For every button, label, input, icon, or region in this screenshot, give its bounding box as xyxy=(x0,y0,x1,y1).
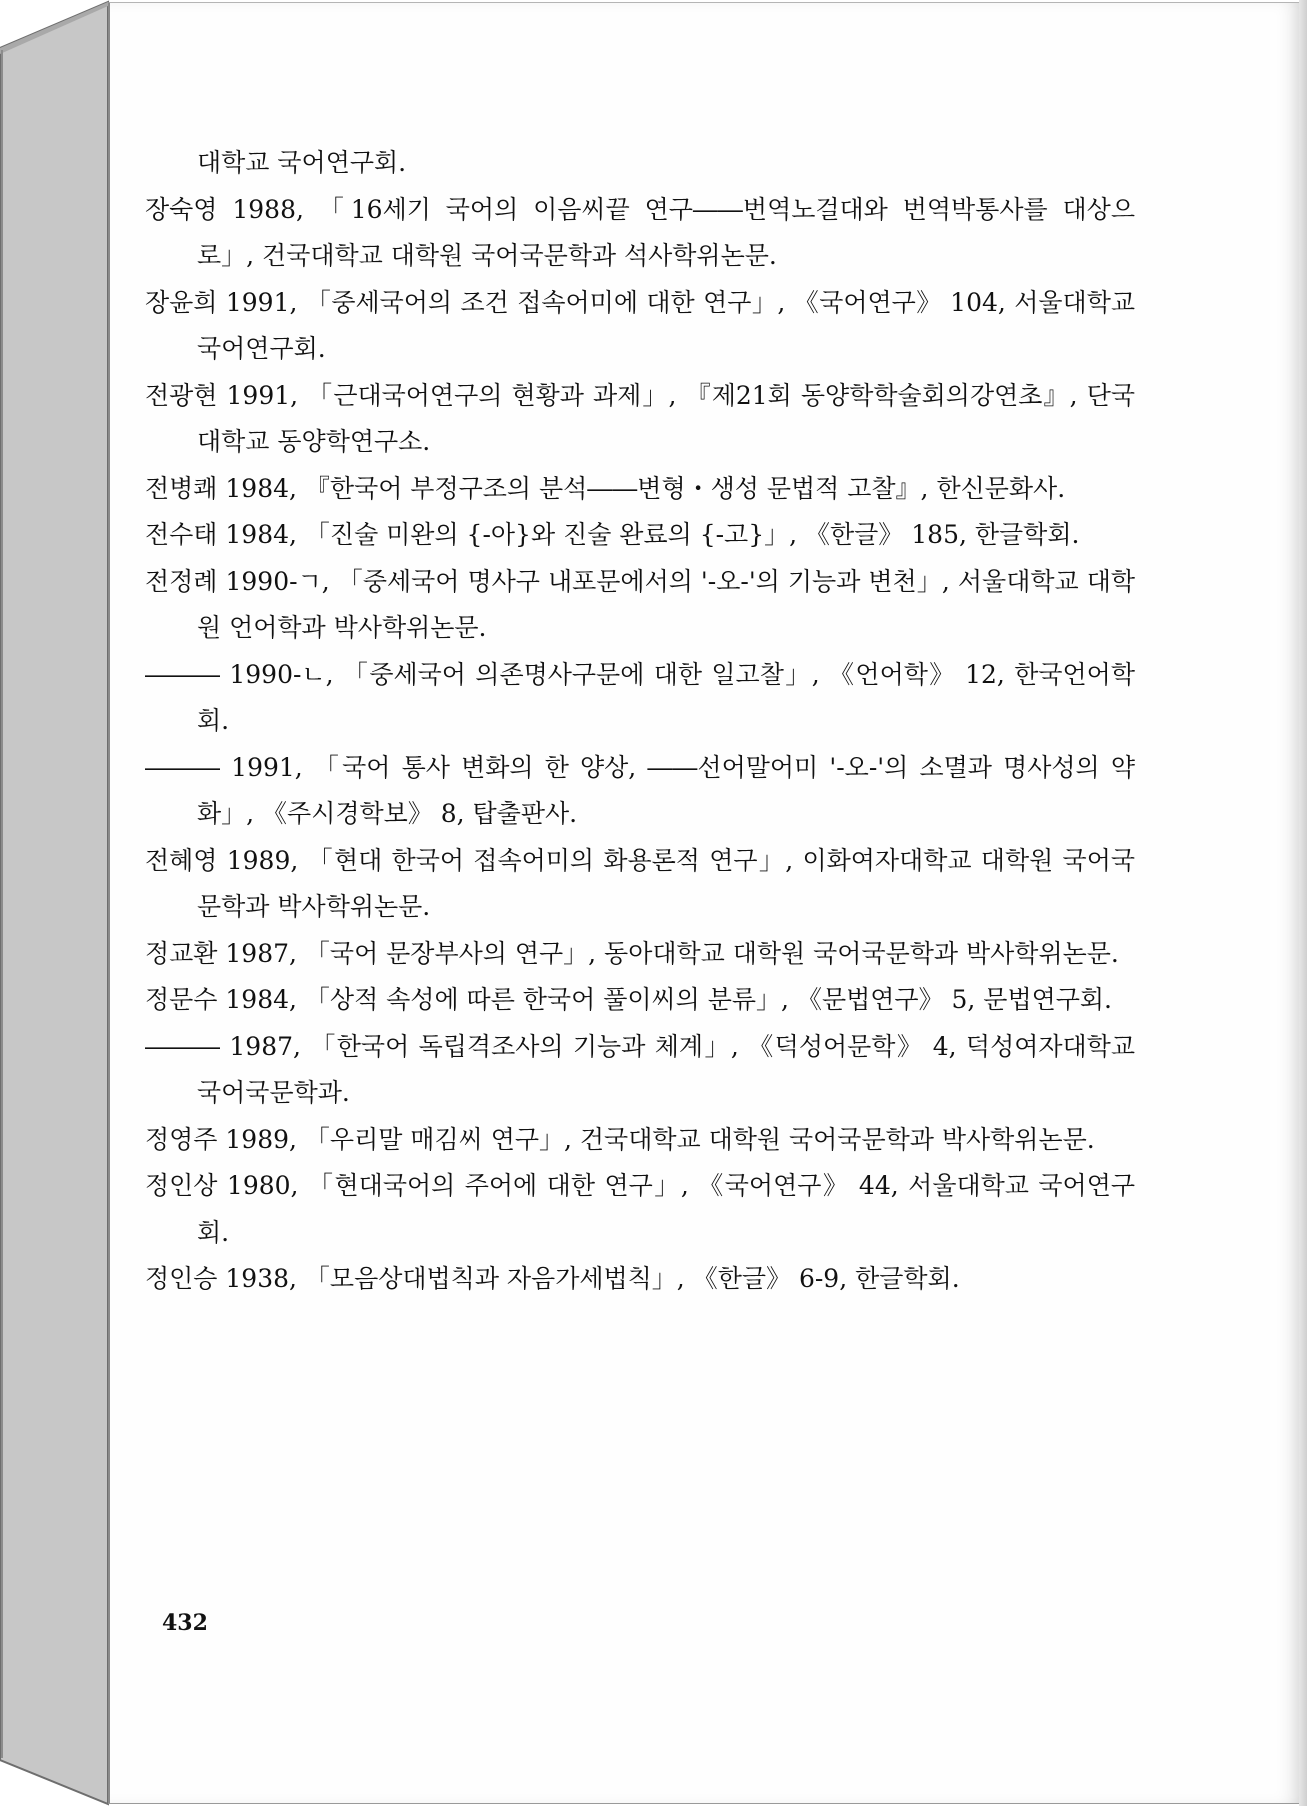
page-right-edge xyxy=(1299,0,1307,1806)
reference-list xyxy=(145,140,1135,1303)
reference-entry: ――― 1990-ㄴ, 「중세국어 의존명사구문에 대한 일고찰」, 《언어학》 12, 한국언어학회. xyxy=(145,659,1135,735)
reference-entry: 대학교 국어연구회. xyxy=(197,148,407,177)
reference-entry: 정인승 1938, 「모음상대법칙과 자음가세법칙」, 《한글》 6-9, 한글학회. xyxy=(145,1264,960,1293)
reference-entry: 전병쾌 1984, 『한국어 부정구조의 분석――변형・생성 문법적 고찰』, 한신문화사. xyxy=(145,473,1066,503)
reference-entry: 장숙영 1988, 「16세기 국어의 이음씨끝 연구――번역노걸대와 번역박통사를 대상으로」, 건국대학교 대학원 국어국문학과 석사학위논문. xyxy=(145,194,1135,270)
reference-entry: 장윤희 1991, 「중세국어의 조건 접속어미에 대한 연구」, 《국어연구》 104, 서울대학교 국어연구회. xyxy=(145,287,1135,363)
reference-entry: ――― 1991, 「국어 통사 변화의 한 양상, ――선어말어미 '-오-'의 소멸과 명사성의 약화」, 《주시경학보》 8, 탑출판사. xyxy=(145,752,1135,828)
reference-entry: ――― 1987, 「한국어 독립격조사의 기능과 체계」, 《덕성어문학》 4, 덕성여자대학교 국어국문학과. xyxy=(145,1031,1135,1107)
reference-entry: 전정례 1990-ㄱ, 「중세국어 명사구 내포문에서의 '-오-'의 기능과 변천」, 서울대학교 대학원 언어학과 박사학위논문. xyxy=(145,566,1135,642)
reference-entry: 전혜영 1989, 「현대 한국어 접속어미의 화용론적 연구」, 이화여자대학교 대학원 국어국문학과 박사학위논문. xyxy=(145,845,1135,921)
reference-entry: 정인상 1980, 「현대국어의 주어에 대한 연구」, 《국어연구》 44, 서울대학교 국어연구회. xyxy=(145,1171,1135,1247)
book-spine-graphic xyxy=(0,0,110,1806)
reference-entry: 정문수 1984, 「상적 속성에 따른 한국어 풀이씨의 분류」, 《문법연구》 5, 문법연구회. xyxy=(145,985,1112,1014)
reference-entry: 전수태 1984, 「진술 미완의 {-아}와 진술 완료의 {-고}」, 《한글》 185, 한글학회. xyxy=(145,520,1080,549)
book-spine xyxy=(0,0,110,1806)
reference-entry: 정교환 1987, 「국어 문장부사의 연구」, 동아대학교 대학원 국어국문학과 박사학위논문. xyxy=(145,938,1119,968)
page-number: 432 xyxy=(162,1610,208,1636)
reference-entry: 정영주 1989, 「우리말 매김씨 연구」, 건국대학교 대학원 국어국문학과 박사학위논문. xyxy=(145,1124,1095,1154)
reference-entry: 전광현 1991, 「근대국어연구의 현황과 과제」, 『제21회 동양학학술회의강연초』, 단국대학교 동양학연구소. xyxy=(145,380,1135,456)
